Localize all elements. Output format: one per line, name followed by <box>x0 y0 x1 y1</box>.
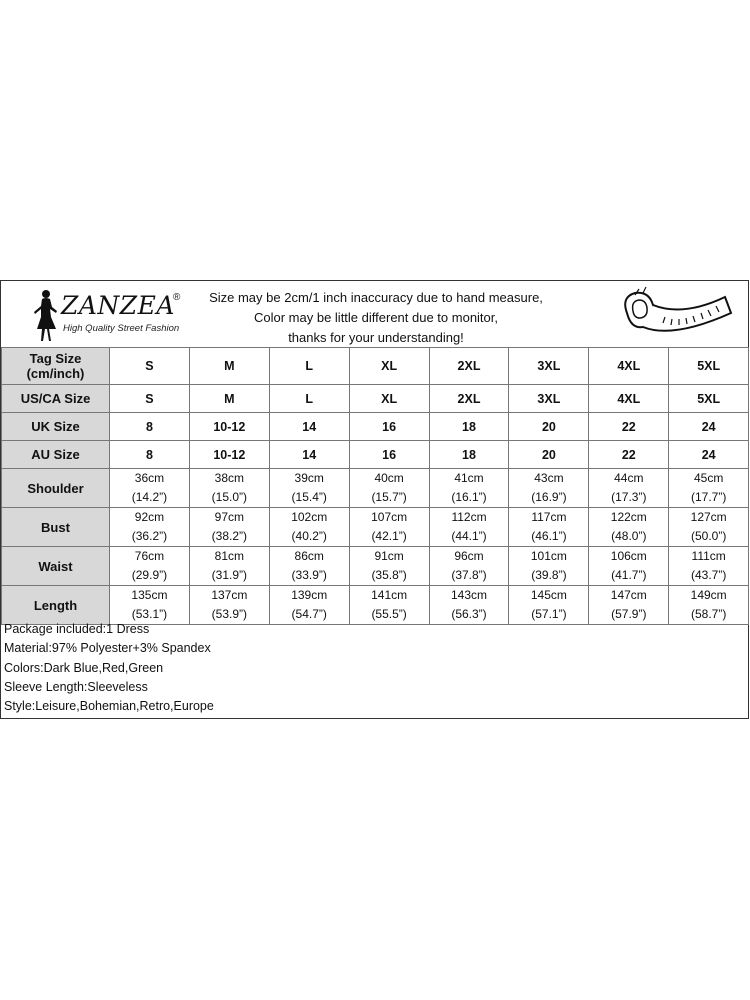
measurement-cell: 149cm (58.7”) <box>669 586 749 625</box>
measurement-cell: 139cm (54.7”) <box>269 586 349 625</box>
measurement-cell: 102cm (40.2”) <box>269 508 349 547</box>
row-label: AU Size <box>2 441 110 469</box>
size-cell: 18 <box>429 441 509 469</box>
size-cell: L <box>269 348 349 385</box>
measurement-row <box>2 469 749 508</box>
notice-line: thanks for your understanding! <box>288 330 464 345</box>
size-cell: XL <box>349 348 429 385</box>
size-cell: L <box>269 385 349 413</box>
size-cell: 24 <box>669 441 749 469</box>
measurement-cell: 106cm (41.7”) <box>589 547 669 586</box>
chart-header <box>1 281 748 348</box>
measurement-row <box>2 586 749 625</box>
measurement-cell: 137cm (53.9”) <box>189 586 269 625</box>
measurement-cell: 141cm (55.5”) <box>349 586 429 625</box>
size-chart <box>0 280 749 719</box>
measurement-cell: 39cm (15.4”) <box>269 469 349 508</box>
size-cell: 22 <box>589 413 669 441</box>
size-cell: 14 <box>269 413 349 441</box>
size-cell: 10-12 <box>189 441 269 469</box>
size-cell: 20 <box>509 413 589 441</box>
size-row <box>2 413 749 441</box>
notice-line: Size may be 2cm/1 inch inaccuracy due to hand measure, <box>209 290 543 305</box>
size-cell: 3XL <box>509 385 589 413</box>
row-label: Shoulder <box>2 469 110 508</box>
detail-line: Sleeve Length:Sleeveless <box>4 679 148 694</box>
row-label: Tag Size (cm/inch) <box>2 348 110 385</box>
registered-mark: ® <box>173 292 181 303</box>
measuring-tape-icon <box>613 283 735 345</box>
row-label: Waist <box>2 547 110 586</box>
brand-tagline: High Quality Street Fashion <box>63 323 180 334</box>
row-label: Bust <box>2 508 110 547</box>
measurement-cell: 36cm (14.2”) <box>110 469 190 508</box>
measurement-cell: 86cm (33.9”) <box>269 547 349 586</box>
measurement-cell: 101cm (39.8”) <box>509 547 589 586</box>
detail-line: Style:Leisure,Bohemian,Retro,Europe <box>4 699 214 714</box>
brand-name: ZANZEA <box>61 291 175 320</box>
measurement-cell: 91cm (35.8”) <box>349 547 429 586</box>
size-cell: M <box>189 348 269 385</box>
detail-line: Colors:Dark Blue,Red,Green <box>4 660 164 675</box>
size-cell: S <box>110 348 190 385</box>
measurement-cell: 127cm (50.0”) <box>669 508 749 547</box>
woman-silhouette-icon <box>31 287 61 343</box>
size-cell: 8 <box>110 441 190 469</box>
detail-line: Material:97% Polyester+3% Spandex <box>4 641 211 656</box>
size-cell: 20 <box>509 441 589 469</box>
measurement-cell: 38cm (15.0”) <box>189 469 269 508</box>
size-cell: 4XL <box>589 385 669 413</box>
size-cell: 4XL <box>589 348 669 385</box>
size-cell: 3XL <box>509 348 589 385</box>
measurement-cell: 41cm (16.1”) <box>429 469 509 508</box>
measurement-cell: 107cm (42.1”) <box>349 508 429 547</box>
measurement-cell: 135cm (53.1”) <box>110 586 190 625</box>
brand-logo <box>31 287 191 343</box>
size-cell: 14 <box>269 441 349 469</box>
size-cell: XL <box>349 385 429 413</box>
measurement-cell: 40cm (15.7”) <box>349 469 429 508</box>
measurement-cell: 122cm (48.0”) <box>589 508 669 547</box>
size-row <box>2 385 749 413</box>
measurement-cell: 92cm (36.2”) <box>110 508 190 547</box>
size-cell: 18 <box>429 413 509 441</box>
measurement-cell: 43cm (16.9”) <box>509 469 589 508</box>
measurement-cell: 81cm (31.9”) <box>189 547 269 586</box>
measurement-cell: 112cm (44.1”) <box>429 508 509 547</box>
row-label: US/CA Size <box>2 385 110 413</box>
size-cell: M <box>189 385 269 413</box>
row-label: Length <box>2 586 110 625</box>
size-cell: 5XL <box>669 385 749 413</box>
size-cell: 22 <box>589 441 669 469</box>
measurement-cell: 147cm (57.9”) <box>589 586 669 625</box>
size-cell: 2XL <box>429 385 509 413</box>
size-cell: 24 <box>669 413 749 441</box>
size-cell: 10-12 <box>189 413 269 441</box>
measurement-notice <box>181 288 571 348</box>
row-label: UK Size <box>2 413 110 441</box>
measurement-cell: 145cm (57.1”) <box>509 586 589 625</box>
measurement-cell: 117cm (46.1”) <box>509 508 589 547</box>
measurement-row <box>2 508 749 547</box>
size-table <box>1 347 749 625</box>
detail-line: Package included:1 Dress <box>4 622 150 636</box>
size-cell: 8 <box>110 413 190 441</box>
size-cell: 16 <box>349 441 429 469</box>
size-cell: 5XL <box>669 348 749 385</box>
measurement-cell: 44cm (17.3”) <box>589 469 669 508</box>
measurement-cell: 97cm (38.2”) <box>189 508 269 547</box>
measurement-cell: 76cm (29.9”) <box>110 547 190 586</box>
measurement-cell: 111cm (43.7”) <box>669 547 749 586</box>
size-row <box>2 441 749 469</box>
size-cell: 16 <box>349 413 429 441</box>
measurement-cell: 45cm (17.7”) <box>669 469 749 508</box>
measurement-row <box>2 547 749 586</box>
notice-line: Color may be little different due to monitor, <box>254 310 498 325</box>
size-row <box>2 348 749 385</box>
product-details <box>4 620 214 716</box>
measurement-cell: 143cm (56.3”) <box>429 586 509 625</box>
measurement-cell: 96cm (37.8”) <box>429 547 509 586</box>
size-cell: 2XL <box>429 348 509 385</box>
size-cell: S <box>110 385 190 413</box>
